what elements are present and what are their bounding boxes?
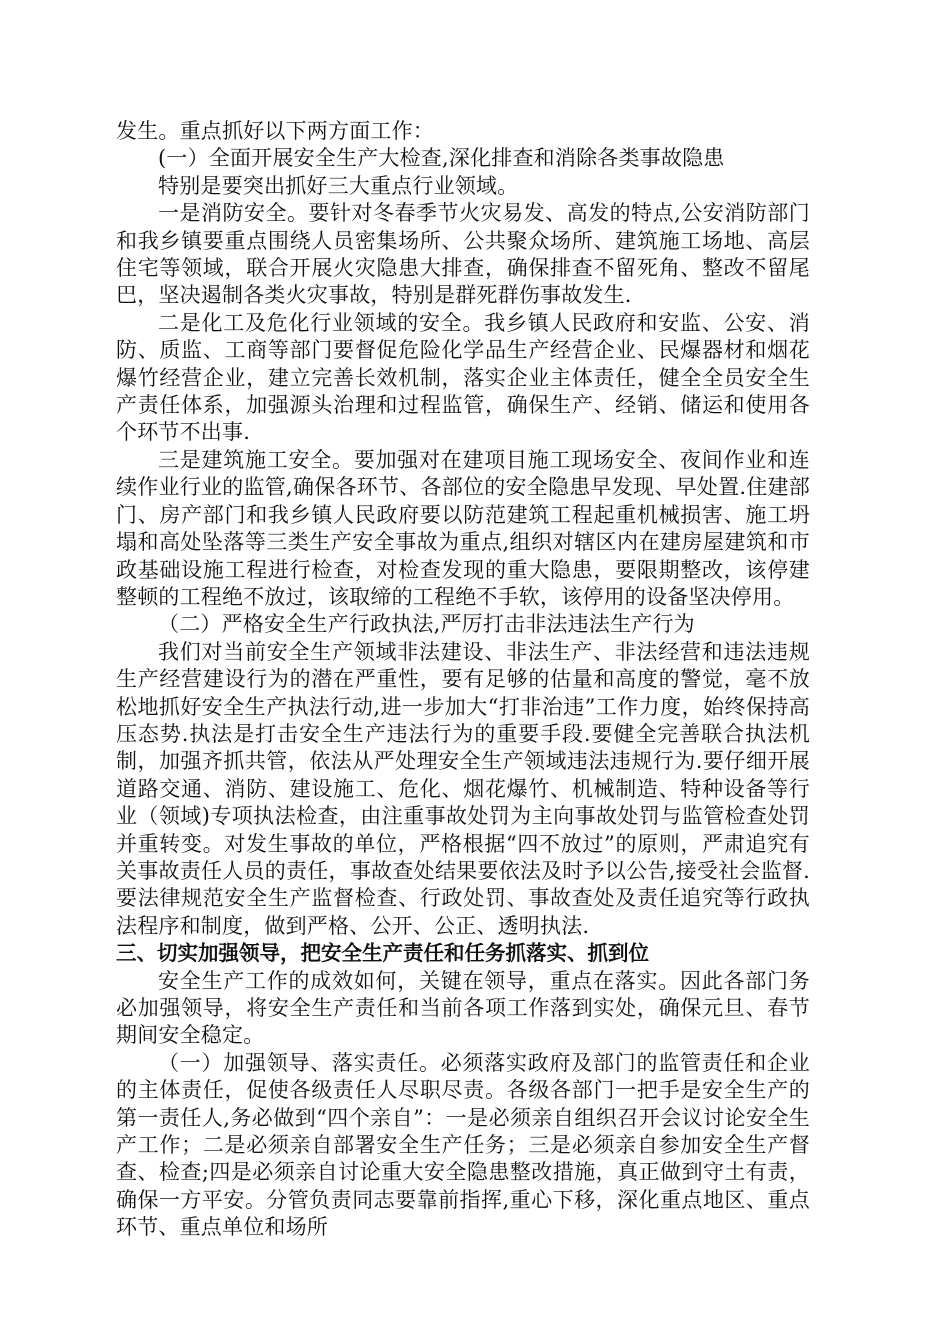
subsection-heading-1: (一）全面开展安全生产大检查,深化排查和消除各类事故隐患: [158, 146, 725, 171]
paragraph-intro: 特别是要突出抓好三大重点行业领域。: [158, 173, 519, 198]
paragraph-responsibility: （一）加强领导、落实责任。必须落实政府及部门的监管责任和企业的主体责任，促使各级责任人尽职尽责。各级各部门一把手是安全生产的第一责任人,务必做到“四个亲自”：一是必须亲自组织召开会议讨论安全生产工作；二是必须亲自部署安全生产任务；三是必须亲自参加安全生产督查、检查;四是必须亲自讨论重大安全隐患整改措施，真正做到守土有责，确保一方平安。分管负责同志要靠前指挥,重心下移，深化重点地区、重点环节、重点单位和场所: [116, 1050, 810, 1240]
paragraph-enforcement: 我们对当前安全生产领域非法建设、非法生产、非法经营和违法违规生产经营建设行为的潜在严重性，要有足够的估量和高度的警觉，毫不放松地抓好安全生产执法行动,进一步加大“打非治违”工作力度，始终保持高压态势.执法是打击安全生产违法行为的重要手段.要健全完善联合执法机制，加强齐抓共管，依法从严处理安全生产领域违法违规行为.要仔细开展道路交通、消防、建设施工、危化、烟花爆竹、机械制造、特种设备等行业（领域)专项执法检查，由注重事故处罚为主向事故处罚与监管检查处罚并重转变。对发生事故的单位，严格根据“四不放过”的原则，严肃追究有关事故责任人员的责任，事故查处结果要依法及时予以公告,接受社会监督.要法律规范安全生产监督检查、行政处罚、事故查处及责任追究等行政执法程序和制度，做到严格、公开、公正、透明执法.: [116, 639, 810, 938]
subsection-heading-2: （二）严格安全生产行政执法,严厉打击非法违法生产行为: [158, 612, 695, 637]
section-heading-3: 三、切实加强领导，把安全生产责任和任务抓落实、抓到位: [116, 941, 649, 966]
paragraph-fire-safety: 一是消防安全。要针对冬春季节火灾易发、高发的特点,公安消防部门和我乡镇要重点围绕人员密集场所、公共聚众场所、建筑施工场地、高层住宅等领域，联合开展火灾隐患大排查，确保排查不留死角、整改不留尾巴，坚决遏制各类火灾事故，特别是群死群伤事故发生.: [116, 201, 810, 308]
paragraph-leadership: 安全生产工作的成效如何，关键在领导，重点在落实。因此各部门务必加强领导，将安全生产责任和当前各项工作落到实处，确保元旦、春节期间安全稳定。: [116, 968, 810, 1048]
paragraph-continuation: 发生。重点抓好以下两方面工作：: [116, 119, 434, 143]
document-page: [116, 118, 810, 1242]
paragraph-construction-safety: 三是建筑施工安全。要加强对在建项目施工现场安全、夜间作业和连续作业行业的监管,确保各环节、各部位的安全隐患早发现、早处置.住建部门、房产部门和我乡镇人民政府要以防范建筑工程起重机械损害、施工坍塌和高处坠落等三类生产安全事故为重点,组织对辖区内在建房屋建筑和市政基础设施工程进行检查，对检查发现的重大隐患，要限期整改，该停建整顿的工程绝不放过，该取缔的工程绝不手软，该停用的设备坚决停用。: [116, 447, 810, 609]
paragraph-chemical-safety: 二是化工及危化行业领域的安全。我乡镇人民政府和安监、公安、消防、质监、工商等部门要督促危险化学品生产经营企业、民爆器材和烟花爆竹经营企业，建立完善长效机制，落实企业主体责任，健全全员安全生产责任体系，加强源头治理和过程监管，确保生产、经销、储运和使用各个环节不出事.: [116, 310, 810, 445]
